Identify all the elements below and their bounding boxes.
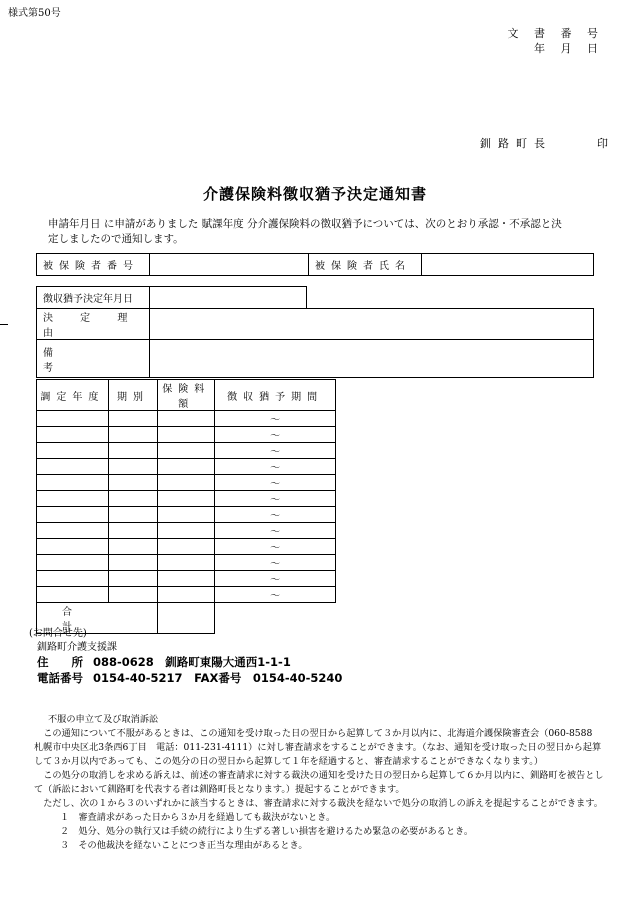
phone-value: 0154-40-5217 FAX番号 0154-40-5240 xyxy=(93,671,343,685)
contact-heading: (お問合せ先) xyxy=(29,628,87,639)
schedule-cell xyxy=(108,523,157,539)
decision-date-label: 徴収猶予決定年月日 xyxy=(37,287,150,309)
header-year: 調定年度 xyxy=(37,380,109,411)
schedule-row xyxy=(37,571,336,587)
address-label: 住 所 xyxy=(37,655,83,669)
appeal-paragraph-3: ただし、次の１から３のいずれかに該当するときは、審査請求に対する裁決を経ないで処分の取消しの訴えを提起することができます。 xyxy=(43,798,603,809)
schedule-row xyxy=(37,555,336,571)
schedule-cell xyxy=(37,475,109,491)
schedule-cell xyxy=(158,475,215,491)
schedule-table xyxy=(36,379,336,634)
schedule-cell xyxy=(108,587,157,603)
remarks-value xyxy=(150,340,594,378)
schedule-row xyxy=(37,587,336,603)
schedule-row xyxy=(37,427,336,443)
deferral-period-cell: ～ xyxy=(215,539,336,555)
deferral-period-cell: ～ xyxy=(215,523,336,539)
total-label: 合 計 xyxy=(37,603,158,634)
schedule-cell xyxy=(108,427,157,443)
schedule-cell xyxy=(158,459,215,475)
schedule-cell xyxy=(108,507,157,523)
schedule-cell xyxy=(158,411,215,427)
appeal-paragraph-1: この通知について不服があるときは、この通知を受け取った日の翌日から起算して３か月以内に、北海道介護保険審査会（060-8588 札幌市中央区北3条西6丁目 電話：011-231-4111）に対し審査請求をすることができます。（なお、通知を受け取った日の翌日から起算して３か月以内であっても、この処分の日の翌日から起算して１年を経過すると、審査請求することができなくなります。） xyxy=(34,728,602,767)
deferral-period-cell: ～ xyxy=(215,587,336,603)
deferral-period-cell: ～ xyxy=(215,491,336,507)
schedule-cell xyxy=(108,491,157,507)
document-number: 文 書 番 号 xyxy=(507,27,604,40)
schedule-cell xyxy=(158,427,215,443)
fold-mark xyxy=(0,324,8,325)
deferral-period-cell: ～ xyxy=(215,459,336,475)
insured-name-value xyxy=(422,254,594,276)
schedule-cell xyxy=(108,459,157,475)
schedule-cell xyxy=(37,411,109,427)
schedule-cell xyxy=(37,539,109,555)
deferral-period-cell: ～ xyxy=(215,507,336,523)
schedule-cell xyxy=(158,443,215,459)
schedule-row xyxy=(37,411,336,427)
schedule-cell xyxy=(158,539,215,555)
schedule-cell xyxy=(37,427,109,443)
schedule-cell xyxy=(108,443,157,459)
intro-text xyxy=(48,217,610,247)
deferral-period-cell: ～ xyxy=(215,475,336,491)
deferral-period-cell: ～ xyxy=(215,411,336,427)
schedule-row xyxy=(37,523,336,539)
blank-cell xyxy=(307,287,594,309)
schedule-cell xyxy=(108,571,157,587)
schedule-row xyxy=(37,459,336,475)
appeal-notice xyxy=(34,713,609,853)
deferral-period-cell: ～ xyxy=(215,443,336,459)
schedule-cell xyxy=(158,507,215,523)
schedule-cell xyxy=(37,571,109,587)
schedule-cell xyxy=(158,491,215,507)
schedule-cell xyxy=(158,555,215,571)
schedule-cell xyxy=(158,587,215,603)
schedule-row xyxy=(37,443,336,459)
page-title: 介護保険料徴収猶予決定通知書 xyxy=(202,185,427,203)
insured-info-table xyxy=(36,253,594,276)
insured-number-label: 被保険者番号 xyxy=(37,254,150,276)
schedule-cell xyxy=(37,491,109,507)
schedule-row xyxy=(37,491,336,507)
seal-mark: 印 xyxy=(597,137,608,150)
deferral-period-cell: ～ xyxy=(215,427,336,443)
schedule-cell xyxy=(37,555,109,571)
remarks-label: 備 考 xyxy=(37,340,150,378)
reason-value xyxy=(150,309,594,340)
phone-label: 電話番号 xyxy=(37,671,83,685)
schedule-cell xyxy=(158,523,215,539)
header-deferral-period: 徴収猶予期間 xyxy=(215,380,336,411)
decision-table xyxy=(36,286,594,378)
schedule-row xyxy=(37,475,336,491)
deferral-period-cell: ～ xyxy=(215,571,336,587)
form-number: 様式第50号 xyxy=(8,8,61,19)
decision-date-value xyxy=(150,287,307,309)
header-period: 期別 xyxy=(108,380,157,411)
appeal-paragraph-2: この処分の取消しを求める訴えは、前述の審査請求に対する裁決の通知を受けた日の翌日から起算して６か月以内に、釧路町を被告として（訴訟において釧路町を代表する者は釧路町長となります。）提起することができます。 xyxy=(34,770,604,795)
schedule-row xyxy=(37,539,336,555)
schedule-cell xyxy=(37,443,109,459)
deferral-period-cell: ～ xyxy=(215,555,336,571)
appeal-item-1: １ 審査請求があった日から３か月を経過しても裁決がないとき。 xyxy=(60,812,336,823)
schedule-cell xyxy=(108,475,157,491)
schedule-cell xyxy=(37,523,109,539)
intro-line-2: 定しましたので通知します。 xyxy=(48,233,184,245)
contact-block xyxy=(29,627,342,687)
appeal-item-3: ３ その他裁決を経ないことにつき正当な理由があるとき。 xyxy=(60,840,308,851)
document-date: 年 月 日 xyxy=(534,42,604,55)
contact-dept: 釧路町介護支援課 xyxy=(37,642,117,653)
intro-line-1: 申請年月日 に申請がありました 賦課年度 分介護保険料の徴収猶予については、次のとおり承認・不承認と決 xyxy=(48,218,562,230)
issuer-mayor: 釧路町長 xyxy=(480,137,552,150)
appeal-heading: 不服の申立て及び取消訴訟 xyxy=(48,714,159,725)
schedule-cell xyxy=(37,587,109,603)
schedule-cell xyxy=(108,411,157,427)
document-number-block xyxy=(508,26,605,56)
insured-name-label: 被保険者氏名 xyxy=(309,254,422,276)
schedule-row xyxy=(37,507,336,523)
address-value: 088-0628 釧路町東陽大通西1-1-1 xyxy=(93,655,291,669)
insured-number-value xyxy=(150,254,309,276)
appeal-item-2: ２ 処分、処分の執行又は手続の続行により生ずる著しい損害を避けるため緊急の必要があるとき。 xyxy=(60,826,474,837)
schedule-cell xyxy=(108,539,157,555)
schedule-cell xyxy=(158,571,215,587)
schedule-cell xyxy=(108,555,157,571)
schedule-cell xyxy=(37,459,109,475)
header-amount: 保険料額 xyxy=(158,380,215,411)
reason-label: 決 定 理 由 xyxy=(37,309,150,340)
schedule-cell xyxy=(37,507,109,523)
